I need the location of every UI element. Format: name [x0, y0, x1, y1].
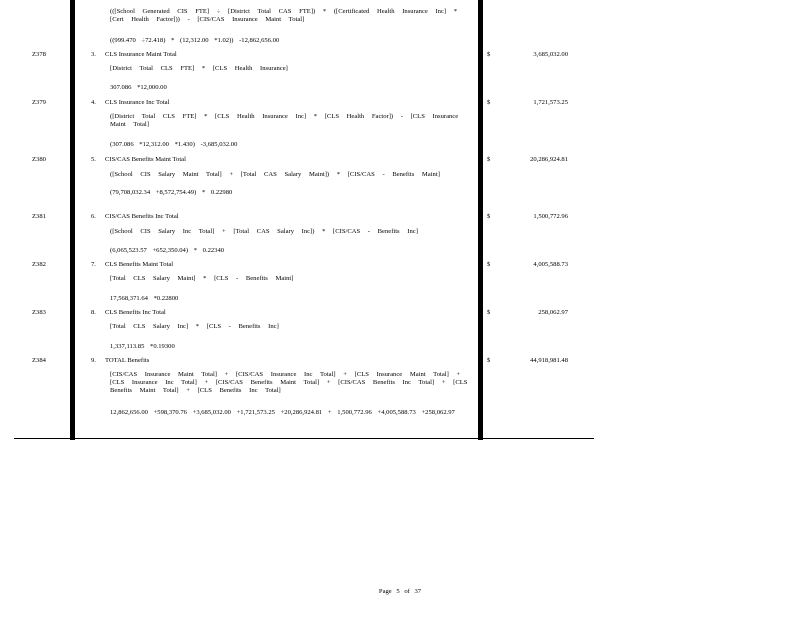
row-amount: 1,500,772.96: [533, 213, 568, 220]
row-calculation: ((999.470 ÷72.418) * (12,312.00 *1.02)) -12,862,656.00: [110, 37, 280, 44]
row-label: TOTAL Benefits: [105, 357, 150, 364]
row-code: Z381: [32, 213, 46, 220]
row-amount: 258,062.97: [538, 309, 568, 316]
row-formula: ([School CIS Salary Inc Total] + [Total CAS Salary Inc]) * [CIS/CAS - Benefits Inc]: [110, 228, 418, 235]
row-formula: ([School CIS Salary Maint Total] + [Total CAS Salary Maint]) * [CIS/CAS - Benefits Maint]: [110, 171, 440, 178]
row-amount: 20,286,924.81: [530, 156, 568, 163]
currency-symbol: $: [487, 261, 491, 268]
row-code: Z379: [32, 99, 46, 106]
row-amount: 1,721,573.25: [533, 99, 568, 106]
page-label: Page: [378, 588, 392, 595]
left-column-rule: [70, 0, 75, 440]
row-number: 5.: [91, 156, 96, 163]
row-code: Z384: [32, 357, 46, 364]
row-label: CIS/CAS Benefits Maint Total: [105, 156, 186, 163]
row-calculation: (6,065,523.57 +652,350.04) * 0.22340: [110, 247, 225, 254]
row-calculation: 17,568,371.64 *0.22800: [110, 295, 179, 302]
row-amount: 3,685,032.00: [533, 51, 568, 58]
row-label: CLS Benefits Maint Total: [105, 261, 174, 268]
row-calculation: 1,337,113.85 *0.19300: [110, 343, 175, 350]
row-amount: 44,918,981.48: [530, 357, 568, 364]
row-calculation: (307.086 *12,312.00 *1.430) -3,685,032.00: [110, 141, 238, 148]
row-label: CLS Benefits Inc Total: [105, 309, 166, 316]
row-formula: [District Total CLS FTE] * [CLS Health Insurance]: [110, 65, 288, 72]
row-formula: [CIS/CAS Insurance Maint Total] + [CIS/CAS Insurance Inc Total] + [CLS Insurance Maint Total] + [CLS Insurance Inc Total] + [CIS/CAS Benefits Maint Total] + [CIS/CAS Benefits Inc Total] + [CLS Benefits Maint Total] + [CLS Benefits Inc Total]: [110, 371, 468, 394]
currency-symbol: $: [487, 156, 491, 163]
currency-symbol: $: [487, 51, 491, 58]
row-code: Z380: [32, 156, 46, 163]
total-pages: 37: [414, 588, 422, 595]
row-label: CLS Insurance Maint Total: [105, 51, 177, 58]
row-formula: (([School Generated CIS FTE] ÷ [District Total CAS FTE]) * ([Certificated Health Insurance Inc] * [Cert Health Factor])) - [CIS/CAS Insurance Maint Total]: [110, 8, 458, 23]
currency-symbol: $: [487, 309, 491, 316]
page-footer: [0, 588, 800, 595]
row-label: CIS/CAS Benefits Inc Total: [105, 213, 179, 220]
row-calculation: 307.086 *12,000.00: [110, 84, 167, 91]
currency-symbol: $: [487, 99, 491, 106]
row-amount: 4,005,588.73: [533, 261, 568, 268]
page-number: 5: [396, 588, 400, 595]
bottom-rule: [14, 438, 594, 439]
row-code: Z382: [32, 261, 46, 268]
row-label: CLS Insurance Inc Total: [105, 99, 170, 106]
row-number: 4.: [91, 99, 96, 106]
row-code: Z378: [32, 51, 46, 58]
row-calculation: 12,862,656.00 +598,370.76 +3,685,032.00 +1,721,573.25 +20,286,924.81 + 1,500,772.96 +4,005,588.73 +258,062.97: [110, 409, 455, 416]
row-number: 6.: [91, 213, 96, 220]
row-calculation: (79,708,032.34 +8,572,754.49) * 0.22980: [110, 189, 233, 196]
row-formula: [Total CLS Salary Maint] * [CLS - Benefits Maint]: [110, 275, 294, 282]
row-number: 3.: [91, 51, 96, 58]
row-formula: ([District Total CLS FTE] * [CLS Health Insurance Inc] * [CLS Health Factor]) - [CLS Insurance Maint Total]: [110, 113, 459, 128]
currency-symbol: $: [487, 213, 491, 220]
right-column-rule: [478, 0, 483, 440]
currency-symbol: $: [487, 357, 491, 364]
row-code: Z383: [32, 309, 46, 316]
row-number: 7.: [91, 261, 96, 268]
of-label: of: [404, 588, 410, 595]
row-formula: [Total CLS Salary Inc] * [CLS - Benefits Inc]: [110, 323, 279, 330]
row-number: 9.: [91, 357, 96, 364]
row-number: 8.: [91, 309, 96, 316]
